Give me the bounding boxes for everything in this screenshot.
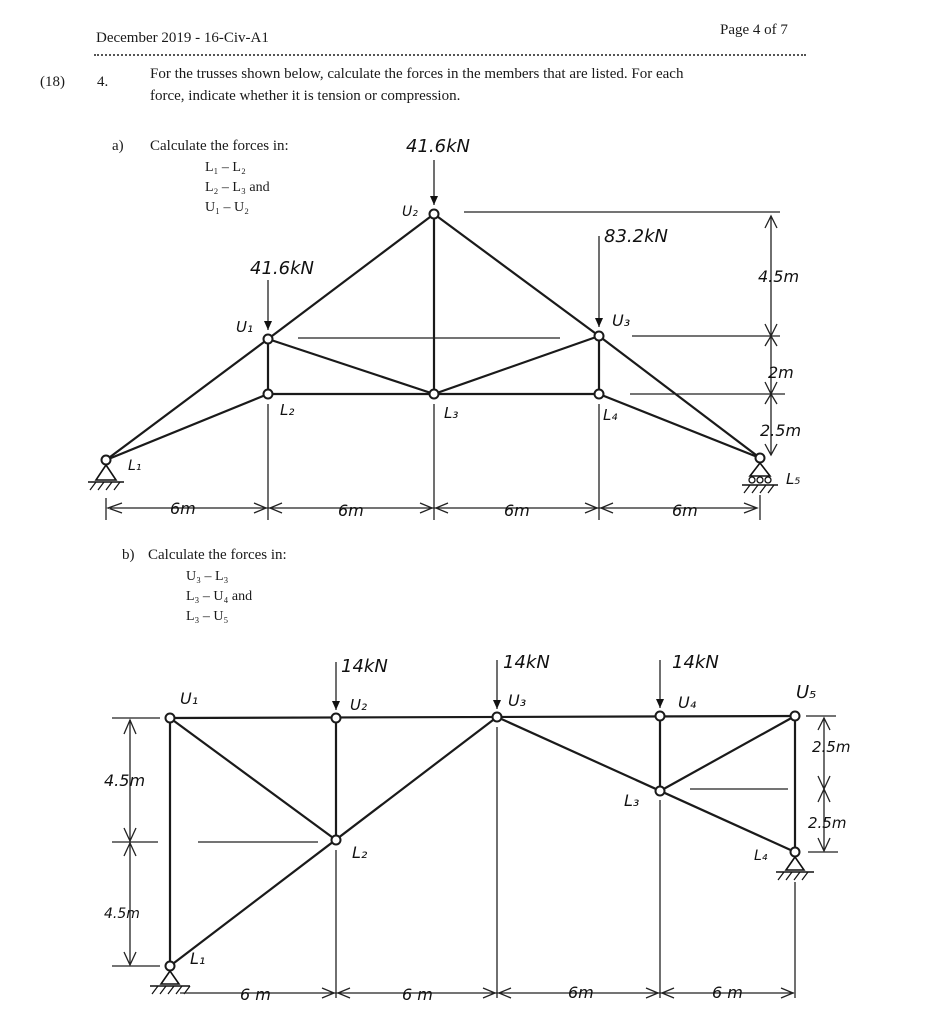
- part-b-label: b): [122, 547, 135, 563]
- load-label-a-U1: 41.6kN: [250, 258, 314, 279]
- exam-header: December 2019 - 16-Civ-A1: [96, 30, 269, 46]
- member-a-L4-L5: [599, 394, 760, 458]
- node-b-U5: [791, 712, 800, 721]
- dim-label-a-v2: 2m: [768, 363, 794, 382]
- node-label-b-U1: U₁: [180, 689, 199, 708]
- question-line-2: force, indicate whether it is tension or compression.: [150, 88, 461, 104]
- truss-a: [88, 136, 801, 520]
- member-b-U1-U5: [170, 716, 795, 718]
- node-label-b-U3: U₃: [508, 691, 527, 710]
- node-label-a-U1: U₁: [236, 318, 253, 336]
- node-b-U4: [656, 712, 665, 721]
- pin-support-b-right: [776, 857, 814, 880]
- dim-label-a-v1: 4.5m: [758, 267, 800, 286]
- dim-label-b-v2: 4.5m: [104, 906, 140, 922]
- member-a-L1-U1: [106, 339, 268, 460]
- node-a-U2: [430, 210, 439, 219]
- pin-support-a-left: [88, 465, 124, 490]
- node-a-L1: [102, 456, 111, 465]
- node-label-b-L1: L₁: [190, 949, 206, 968]
- question-line-1: For the trusses shown below, calculate the forces in the members that are listed. For each: [150, 66, 684, 82]
- part-a-member-2: L₂ – L₃ and: [205, 180, 270, 195]
- part-b-member-1: U₃ – L₃: [186, 569, 229, 584]
- truss-b: [104, 652, 850, 1004]
- part-b-member-2: L₃ – U₄ and: [186, 589, 253, 604]
- node-label-b-L3: L₃: [624, 791, 640, 810]
- part-b-member-3: L₃ – U₅: [186, 609, 229, 624]
- part-a-label: a): [112, 138, 124, 154]
- node-label-b-U2: U₂: [350, 696, 367, 714]
- dim-label-a-h1: 6m: [170, 499, 196, 518]
- dim-label-a-h3: 6m: [504, 501, 530, 520]
- page-number: Page 4 of 7: [720, 22, 788, 38]
- node-label-b-U5: U₅: [796, 682, 817, 703]
- load-label-b-U3: 14kN: [503, 652, 550, 673]
- member-b-U3-L4: [497, 717, 795, 852]
- dim-label-b-v4: 2.5m: [808, 814, 847, 832]
- dim-label-b-h2: 6 m: [402, 985, 433, 1004]
- load-label-a-U2: 41.6kN: [406, 136, 470, 157]
- node-b-U3: [493, 713, 502, 722]
- node-b-L3: [656, 787, 665, 796]
- member-b-U1-L2: [170, 718, 336, 840]
- part-a-member-3: U₁ – U₂: [205, 200, 249, 215]
- part-a-member-1: L₁ – L₂: [205, 160, 246, 175]
- node-a-L4: [595, 390, 604, 399]
- node-a-U3: [595, 332, 604, 341]
- node-a-L5: [756, 454, 765, 463]
- node-label-a-U2: U₂: [402, 204, 418, 220]
- member-a-U3-L5: [599, 336, 760, 458]
- dim-label-b-h1: 6 m: [240, 985, 271, 1004]
- dim-label-a-h2: 6m: [338, 501, 364, 520]
- part-a-prompt: Calculate the forces in:: [150, 138, 289, 154]
- member-a-U1-L3: [268, 339, 434, 394]
- dim-label-b-v1: 4.5m: [104, 771, 146, 790]
- node-label-b-L2: L₂: [352, 843, 368, 862]
- member-a-L3-U3: [434, 336, 599, 394]
- member-a-L1-L2: [106, 394, 268, 460]
- node-label-a-L2: L₂: [280, 401, 295, 419]
- dim-label-b-h3: 6m: [568, 983, 594, 1002]
- node-a-L2: [264, 390, 273, 399]
- node-b-U2: [332, 714, 341, 723]
- dim-label-b-v3: 2.5m: [812, 738, 851, 756]
- node-a-U1: [264, 335, 273, 344]
- node-b-U1: [166, 714, 175, 723]
- member-a-U2-U3: [434, 214, 599, 336]
- pin-support-b-left: [150, 971, 190, 994]
- node-b-L4: [791, 848, 800, 857]
- node-label-b-L4: L₄: [754, 848, 768, 864]
- node-label-a-L3: L₃: [444, 404, 459, 422]
- roller-support-a-right: [742, 463, 778, 493]
- question-marks: (18): [40, 74, 65, 90]
- load-label-a-U3: 83.2kN: [604, 226, 668, 247]
- node-a-L3: [430, 390, 439, 399]
- part-b-prompt: Calculate the forces in:: [148, 547, 287, 563]
- node-b-L1: [166, 962, 175, 971]
- load-label-b-U4: 14kN: [672, 652, 719, 673]
- question-number: 4.: [97, 74, 109, 90]
- node-b-L2: [332, 836, 341, 845]
- dim-label-b-h4: 6 m: [712, 983, 743, 1002]
- dim-label-a-v3: 2.5m: [760, 421, 802, 440]
- node-label-a-L4: L₄: [603, 406, 618, 424]
- load-label-b-U2: 14kN: [341, 656, 388, 677]
- node-label-b-U4: U₄: [678, 693, 697, 712]
- node-label-a-L5: L₅: [786, 470, 801, 488]
- member-b-L3-U5: [660, 716, 795, 791]
- node-label-a-U3: U₃: [612, 311, 631, 330]
- node-label-a-L1: L₁: [128, 458, 142, 474]
- dim-label-a-h4: 6m: [672, 501, 698, 520]
